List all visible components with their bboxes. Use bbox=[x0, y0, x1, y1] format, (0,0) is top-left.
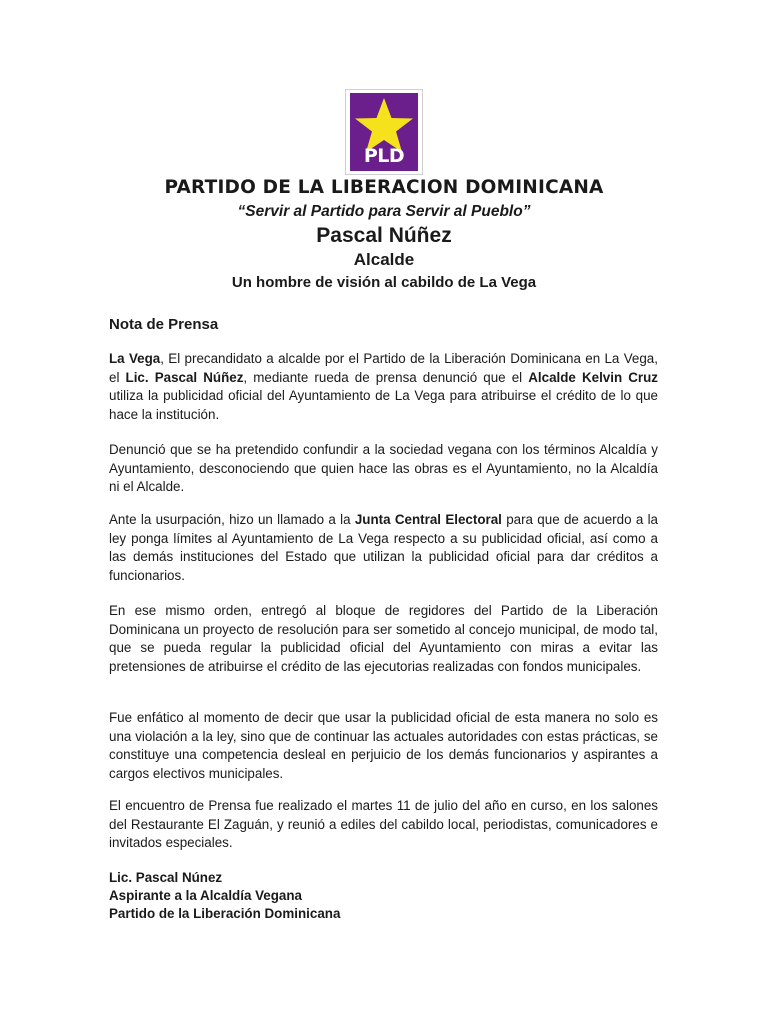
paragraph-1 bbox=[109, 350, 658, 424]
candidate-name: Pascal Núñez bbox=[316, 224, 452, 247]
signature-title: Aspirante a la Alcaldía Vegana bbox=[109, 888, 303, 903]
paragraph-4: En ese mismo orden, entregó al bloque de regidores del Partido de la Liberación Dominicana un proyecto de resolución para ser sometido al concejo municipal, de modo tal, que se pueda regular la publicidad oficial del Ayuntamiento con miras a evitar las pretensiones de atribuirse el crédito de las ejecutorias realizadas con fondos municipales. bbox=[109, 603, 658, 674]
paragraph-3-text-a: Ante la usurpación, hizo un llamado a la bbox=[109, 512, 355, 527]
party-motto: “Servir al Partido para Servir al Pueblo” bbox=[237, 203, 531, 220]
signature-party: Partido de la Liberación Dominicana bbox=[109, 906, 341, 921]
paragraph-3-text-b: para que de acuerdo a la ley ponga límites al Ayuntamiento de La Vega respecto a su publicidad oficial, así como a las demás instituciones del Estado que utilizan la publicidad oficial para dar créditos a funcionarios. bbox=[109, 512, 659, 583]
paragraph-2: Denunció que se ha pretendido confundir a la sociedad vegana con los términos Alcaldía y Ayuntamiento, desconociendo que quien hace las obras es el Ayuntamiento, no la Alcaldía ni el Alcalde. bbox=[109, 442, 658, 494]
signature-name: Lic. Pascal Núnez bbox=[109, 870, 223, 885]
paragraph-1-text-c: utiliza la publicidad oficial del Ayuntamiento de La Vega para atribuirse el crédito de lo que hace la institución. bbox=[109, 388, 658, 422]
mayor-strong: Alcalde Kelvin Cruz bbox=[528, 369, 659, 385]
press-note-heading: Nota de Prensa bbox=[109, 316, 219, 333]
paragraph-3 bbox=[109, 511, 658, 585]
party-name: PARTIDO DE LA LIBERACION DOMINICANA bbox=[164, 177, 604, 198]
candidate-strong: Lic. Pascal Núñez bbox=[125, 369, 244, 385]
logo-background bbox=[350, 93, 418, 171]
paragraph-5: Fue enfático al momento de decir que usar la publicidad oficial de esta manera no solo es una violación a la ley, sino que de continuar las actuales autoridades con estas prácticas, se constituye una competencia desleal en perjuicio de los demás funcionarios y aspirantes a cargos electivos municipales. bbox=[109, 710, 658, 781]
paragraph-1-text-a: , El precandidato a alcalde por el Partido de la Liberación Dominicana en La Vega, el bbox=[109, 351, 658, 385]
logo-text: PLD bbox=[363, 145, 405, 167]
campaign-tagline: Un hombre de visión al cabildo de La Vega bbox=[231, 274, 537, 291]
pld-logo bbox=[345, 89, 423, 175]
jce-strong: Junta Central Electoral bbox=[354, 512, 502, 527]
candidate-role: Alcalde bbox=[353, 250, 415, 269]
paragraph-6: El encuentro de Prensa fue realizado el martes 11 de julio del año en curso, en los salones del Restaurante El Zaguán, y reunió a ediles del cabildo local, periodistas, comunicadores e invitados especiales. bbox=[109, 798, 658, 850]
location-strong: La Vega bbox=[109, 351, 161, 366]
paragraph-1-text-b: , mediante rueda de prensa denunció que el bbox=[243, 369, 529, 385]
